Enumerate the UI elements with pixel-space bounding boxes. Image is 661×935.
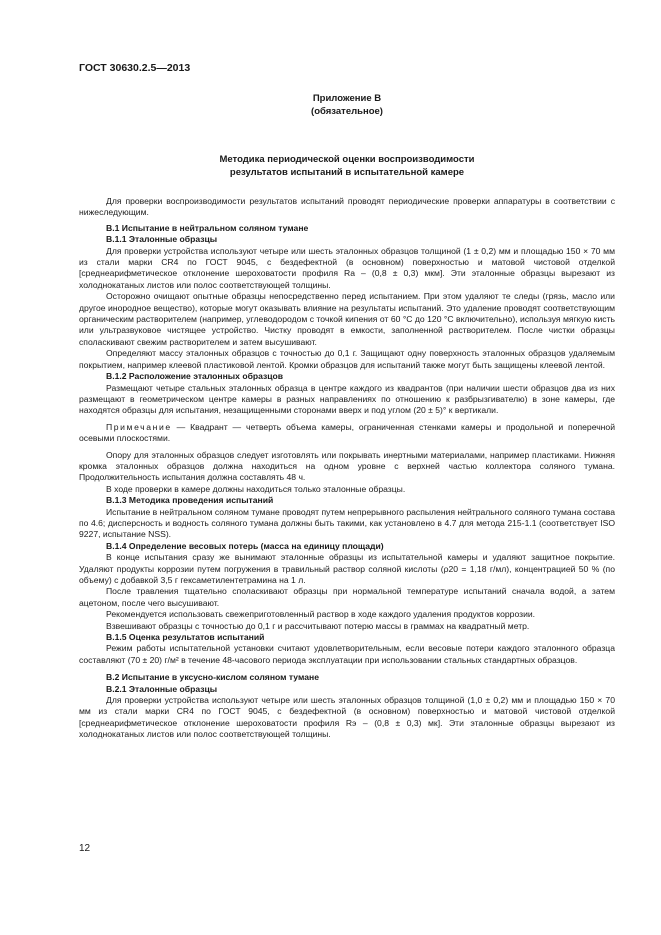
- section-b11-paragraph: Для проверки устройства используют четыре или шесть эталонных образцов толщиной (1 ± 0,2) мм и площадью 150 × 70 мм из стали марки CR4 по ГОСТ 9045, с бездефектной (в основном) поверхностью и матовой чистовой отделкой [среднеарифметическое отклонение шероховатости профиля Ra – (0,8 ± 0,3) мкм]. Эти эталонные образцы вырезают из холоднокатаных листов или полос соответствующей толщины.: [79, 245, 615, 290]
- section-b12-paragraph: Опору для эталонных образцов следует изготовлять или покрывать инертными материалами, например пластиками. Нижняя кромка эталонных образцов должна находиться на одном уровне с верхней частью коллектора соляного тумана. Продолжительность испытания должна составлять 48 ч.: [79, 449, 615, 483]
- section-b14-paragraph: Взвешивают образцы с точностью до 0,1 г и рассчитывают потерю массы в граммах на квадратный метр.: [106, 620, 530, 631]
- section-b14-paragraph: После травления тщательно споласкивают образцы при нормальной температуре испытаний сначала водой, а затем ацетоном, после чего высушивают.: [79, 586, 615, 608]
- page-number: 12: [79, 843, 91, 854]
- note: [79, 422, 615, 445]
- section-b14-paragraph: Рекомендуется использовать свежеприготовленный раствор в ходе каждого удаления продуктов коррозии.: [106, 609, 536, 620]
- section-b12-paragraph: В ходе проверки в камере должны находиться только эталонные образцы.: [106, 483, 406, 494]
- section-b21-paragraph: Для проверки устройства используют четыре или шесть эталонных образцов толщиной (1,0 ± 0,2) мм и площадью 150 × 70 мм из стали марки CR4 по ГОСТ 9045, с бездефектной (в основном) поверхностью и матовой чистовой отделкой [среднеарифметическое отклонение шероховатости профиля Rэ – (0,8 ± 0,3) мк]. Эти эталонные образцы вырезают из холоднокатаных листов или полос соответствующей толщины.: [79, 695, 615, 740]
- section-b15-paragraph: Режим работы испытательной установки считают удовлетворительным, если весовые потери каждого эталонного образца составляют (70 ± 20) г/м² в течение 48-часового периода эксплуатации при использовании стальных стандартных образцов.: [79, 643, 615, 665]
- appendix-title: Приложение В: [312, 93, 382, 104]
- section-b11-paragraph: Определяют массу эталонных образцов с точностью до 0,1 г. Защищают одну поверхность эталонных образцов удаляемым покрытием, например клеевой пластиковой лентой. Кромки образцов для испытаний также могут быть защищены клеевой лентой.: [79, 348, 615, 370]
- main-title: [79, 153, 615, 179]
- section-b11-heading: В.1.1 Эталонные образцы: [106, 234, 218, 245]
- appendix-status: (обязательное): [311, 106, 383, 117]
- section-b12-heading: В.1.2 Расположение эталонных образцов: [106, 371, 284, 382]
- section-b13-heading: В.1.3 Методика проведения испытаний: [106, 495, 274, 506]
- note-label: Примечание: [106, 421, 172, 432]
- section-b21-heading: В.2.1 Эталонные образцы: [106, 683, 218, 694]
- section-b13-paragraph: Испытание в нейтральном соляном тумане проводят путем непрерывного распыления нейтрального соляного тумана состава по 4.6; дисперсность и водность соляного тумана должны быть такими, как установлено в 4.7 для метода 215-1.1 (соответствует ISO 9227, испытание NSS).: [79, 506, 615, 540]
- main-title-line-1: Методика периодической оценки воспроизводимости: [219, 154, 475, 165]
- section-b15-heading: В.1.5 Оценка результатов испытаний: [106, 632, 265, 643]
- appendix-heading: [79, 92, 615, 118]
- document-body: [79, 196, 615, 741]
- section-b1-heading: В.1 Испытание в нейтральном соляном тумане: [106, 222, 309, 233]
- section-b14-heading: В.1.4 Определение весовых потерь (масса на единицу площади): [106, 540, 384, 551]
- section-b2-heading: В.2 Испытание в уксусно-кислом соляном тумане: [106, 672, 319, 683]
- document-code: ГОСТ 30630.2.5—2013: [79, 62, 191, 74]
- section-b14-paragraph: В конце испытания сразу же вынимают эталонные образцы из испытательной камеры и удаляют защитное покрытие. Удаляют продукты коррозии путем погружения в травильный раствор соляной кислоты (ρ20 = 1,18 г/мл), концентрацией 50 % (по объему) с добавкой 3,5 г гексаметилентетрамина на 1 л.: [79, 552, 615, 585]
- note-text: — Квадрант — четверть объема камеры, ограниченная стенками камеры и продольной и поперечной осевыми плоскостями.: [79, 421, 615, 444]
- main-title-line-2: результатов испытаний в испытательной камере: [229, 167, 465, 178]
- section-b11-paragraph: Осторожно очищают опытные образцы непосредственно перед испытанием. При этом удаляют те следы (грязь, масло или другое инородное вещество), которые могут оказывать влияние на результаты испытаний. Это удаление проводят соответствующим органическим растворителем (например, углеводородом с точкой кипения от 60 °С до 120 °С включительно), используя мягкую кисть или ультразвуковое чистящее устройство. Чистку проводят в емкости, заполненной растворителем. После чистки образцы споласкивают свежим растворителем и затем высушивают.: [79, 291, 615, 347]
- section-b12-paragraph: Размещают четыре стальных эталонных образца в центре каждого из квадрантов (при наличии шести образцов два из них размещают в геометрическом центре камеры в разных направлениях по отношению к разбрызгивателю) в зоне камеры, где находятся образцы для испытания, незащищенными сторонами вверх и под углом (20 ± 5)° к вертикали.: [79, 382, 615, 416]
- intro-paragraph: Для проверки воспроизводимости результатов испытаний проводят периодические проверки аппаратуры в соответствии с нижеследующим.: [79, 196, 615, 218]
